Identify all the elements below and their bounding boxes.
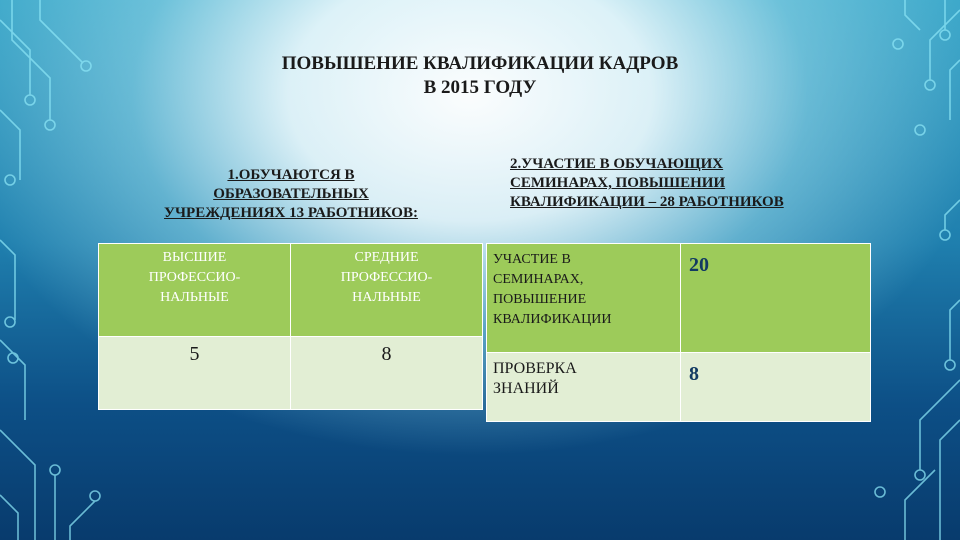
header-text: ПРОФЕССИО- bbox=[148, 270, 241, 285]
right-heading-line-1: 2.УЧАСТИЕ В ОБУЧАЮЩИХ bbox=[510, 156, 724, 172]
table-row bbox=[487, 244, 871, 353]
seminars-table bbox=[486, 243, 871, 422]
header-text: НАЛЬНЫЕ bbox=[352, 290, 421, 305]
value-cell-secondary: 8 bbox=[291, 337, 483, 410]
title-line-2: В 2015 ГОДУ bbox=[423, 77, 537, 98]
page-title bbox=[200, 52, 760, 100]
education-table bbox=[98, 243, 483, 410]
header-cell-secondary bbox=[291, 244, 483, 337]
label-line: СЕМИНАРАХ, bbox=[493, 272, 584, 287]
header-text: ВЫСШИЕ bbox=[162, 250, 227, 265]
header-text: ПРОФЕССИО- bbox=[340, 270, 433, 285]
label-line: ЗНАНИЙ bbox=[493, 380, 559, 397]
header-text: НАЛЬНЫЕ bbox=[160, 290, 229, 305]
row-value-knowledge-check: 8 bbox=[681, 353, 871, 422]
left-heading-line-3: УЧРЕЖДЕНИЯХ 13 РАБОТНИКОВ: bbox=[164, 205, 418, 221]
left-section-heading bbox=[110, 166, 472, 223]
header-cell-higher bbox=[99, 244, 291, 337]
row-value-seminars: 20 bbox=[681, 244, 871, 353]
header-text: СРЕДНИЕ bbox=[354, 250, 419, 265]
label-line: КВАЛИФИКАЦИИ bbox=[493, 312, 612, 327]
title-line-1: ПОВЫШЕНИЕ КВАЛИФИКАЦИИ КАДРОВ bbox=[281, 53, 679, 74]
table-row bbox=[487, 353, 871, 422]
table-header-row bbox=[99, 244, 483, 337]
right-heading-line-2: СЕМИНАРАХ, ПОВЫШЕНИИ bbox=[510, 175, 726, 191]
right-section-heading bbox=[510, 155, 850, 212]
table-row bbox=[99, 337, 483, 410]
left-heading-line-1: 1.ОБУЧАЮТСЯ В bbox=[227, 167, 355, 183]
label-line: ПРОВЕРКА bbox=[493, 360, 577, 377]
row-label-seminars bbox=[487, 244, 681, 353]
value-cell-higher: 5 bbox=[99, 337, 291, 410]
label-line: ПОВЫШЕНИЕ bbox=[493, 292, 587, 307]
right-heading-line-3: КВАЛИФИКАЦИИ – 28 РАБОТНИКОВ bbox=[510, 194, 784, 210]
left-heading-line-2: ОБРАЗОВАТЕЛЬНЫХ bbox=[213, 186, 369, 202]
label-line: УЧАСТИЕ В bbox=[493, 252, 571, 267]
row-label-knowledge-check bbox=[487, 353, 681, 422]
